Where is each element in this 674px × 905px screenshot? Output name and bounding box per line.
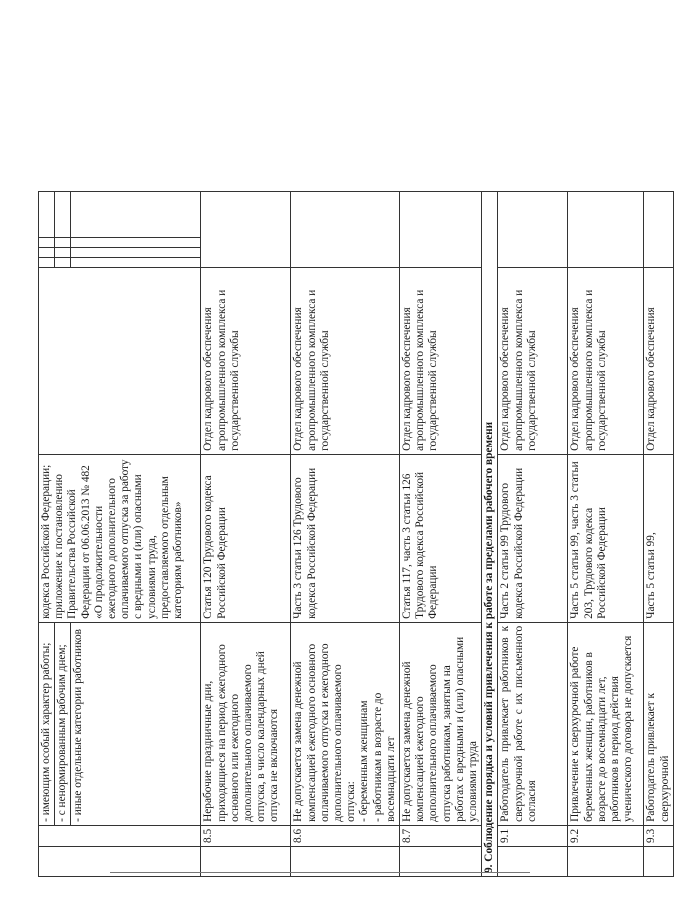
- legal-basis-cell: Статья 117, часть 3 статьи 126 Трудового кодекса Российской Федерации: [400, 454, 482, 622]
- basis-line: с вредными и (или) опасными: [132, 474, 145, 619]
- requirement-cell: Нерабочие праздничные дни, приходящиеся на период ежегодного основного или ежегодного дополнительного оплачиваемого отпуска, в число календарных дней отпуска не включаются: [201, 622, 291, 825]
- check-cell: [55, 237, 71, 247]
- legal-basis-cell: Часть 2 статьи 99 Трудового кодекса Российской Федерации: [498, 454, 568, 622]
- check-area-cell: [568, 191, 644, 267]
- basis-line: ежегодного дополнительного: [106, 478, 119, 619]
- legal-basis-cell: Часть 5 статьи 99,: [644, 454, 673, 622]
- legal-basis-cell: Часть 5 статьи 99, часть 3 статьи 203, Трудового кодекса Российской Федерации: [568, 454, 644, 622]
- row-number-cell: 8.5: [201, 825, 291, 846]
- check-area-cell: [644, 191, 673, 267]
- check-area-cell: [201, 191, 291, 267]
- basis-line: условиями труда,: [145, 535, 158, 619]
- notes-cell: [55, 191, 71, 237]
- check-area-cell: [498, 191, 568, 267]
- check-cell: [71, 257, 201, 267]
- table-row: [568, 191, 644, 876]
- check-cell: [39, 257, 55, 267]
- table-row: [400, 191, 482, 876]
- table-row: [644, 191, 673, 876]
- basis-line: предоставляемого отдельным: [158, 476, 171, 619]
- notes-cell: [39, 191, 55, 237]
- table-row: [498, 191, 568, 876]
- notes-cell: [71, 191, 201, 237]
- basis-line: категориям работников»: [172, 501, 185, 619]
- requirement-cell: Работодатель привлекает работников к сверхурочной работе с их письменного согласия: [498, 622, 568, 825]
- empty-cell: [568, 847, 644, 877]
- table-row: [201, 191, 291, 876]
- check-cell: [55, 247, 71, 257]
- table-row: [39, 191, 55, 876]
- requirement-cell: - с ненормированным рабочим днем;: [55, 622, 71, 825]
- page-bottom-divider: [110, 872, 530, 873]
- requirement-cell: Не допускается замена денежной компенсацией ежегодного дополнительного оплачиваемого отпуска работникам, занятым на работах с вредными и (или) опасными условиями труда: [400, 622, 482, 825]
- department-cell: Отдел кадрового обеспечения: [644, 267, 673, 454]
- check-area-cell: [291, 191, 400, 267]
- requirement-cell: Привлечение к сверхурочной работе беременных женщин, работников в возрасте до восемнадцати лет, работников в период действия ученического договора не допускается: [568, 622, 644, 825]
- check-cell: [39, 237, 55, 247]
- check-area-cell: [400, 191, 482, 267]
- row-number-cell: 9.3: [644, 825, 673, 846]
- requirement-item: - беременным женщинам: [358, 700, 371, 822]
- empty-cell: [644, 847, 673, 877]
- basis-line: Правительства Российской: [66, 489, 79, 619]
- requirement-item: - работникам в возрасте до восемнадцати лет: [371, 692, 397, 822]
- row-number-cell: 8.7: [400, 825, 482, 846]
- basis-line: оплачиваемого отпуска за работу: [119, 459, 132, 619]
- checklist-table: [38, 191, 674, 877]
- row-number-cell: 9.2: [568, 825, 644, 846]
- check-cell: [55, 257, 71, 267]
- empty-cell: [39, 825, 201, 846]
- department-cell: Отдел кадрового обеспечения агропромышленного комплекса и государственной службы: [201, 267, 291, 454]
- legal-basis-cell: [39, 454, 201, 622]
- row-number-cell: 9.1: [498, 825, 568, 846]
- department-cell: Отдел кадрового обеспечения агропромышленного комплекса и государственной службы: [568, 267, 644, 454]
- basis-line: кодекса Российской Федерации;: [40, 464, 52, 619]
- basis-line: приложение к постановлению: [53, 474, 66, 619]
- department-cell: Отдел кадрового обеспечения агропромышленного комплекса и государственной службы: [498, 267, 568, 454]
- requirement-cell: - имеющим особый характер работы;: [39, 622, 55, 825]
- department-cell: Отдел кадрового обеспечения агропромышленного комплекса и государственной службы: [291, 267, 400, 454]
- basis-line: Федерации от 06.06.2013 № 482: [79, 465, 92, 619]
- requirement-cell: - иные отдельные категории работников: [71, 622, 201, 825]
- requirement-cell: Работодатель привлекает к сверхурочной: [644, 622, 673, 825]
- department-cell: Отдел кадрового обеспечения агропромышленного комплекса и государственной службы: [400, 267, 482, 454]
- check-cell: [39, 247, 55, 257]
- section-header-row: [482, 191, 498, 876]
- requirement-text: Не допускается замена денежной компенсацией ежегодного основного оплачиваемого отпуска и ежегодного дополнительного оплачиваемого отпуска:: [292, 643, 358, 822]
- row-number-cell: 8.6: [291, 825, 400, 846]
- legal-basis-cell: Статья 120 Трудового кодекса Российской Федерации: [201, 454, 291, 622]
- basis-line: «О продолжительности: [92, 505, 105, 619]
- section-title: 9. Соблюдение порядка и условий привлечения к работе за пределами рабочего времени: [482, 191, 498, 876]
- check-cell: [71, 247, 201, 257]
- check-cell: [71, 237, 201, 247]
- department-cell: [39, 267, 201, 454]
- requirement-cell: [291, 622, 400, 825]
- legal-basis-cell: Часть 3 статьи 126 Трудового кодекса Российской Федерации: [291, 454, 400, 622]
- table-row: [291, 191, 400, 876]
